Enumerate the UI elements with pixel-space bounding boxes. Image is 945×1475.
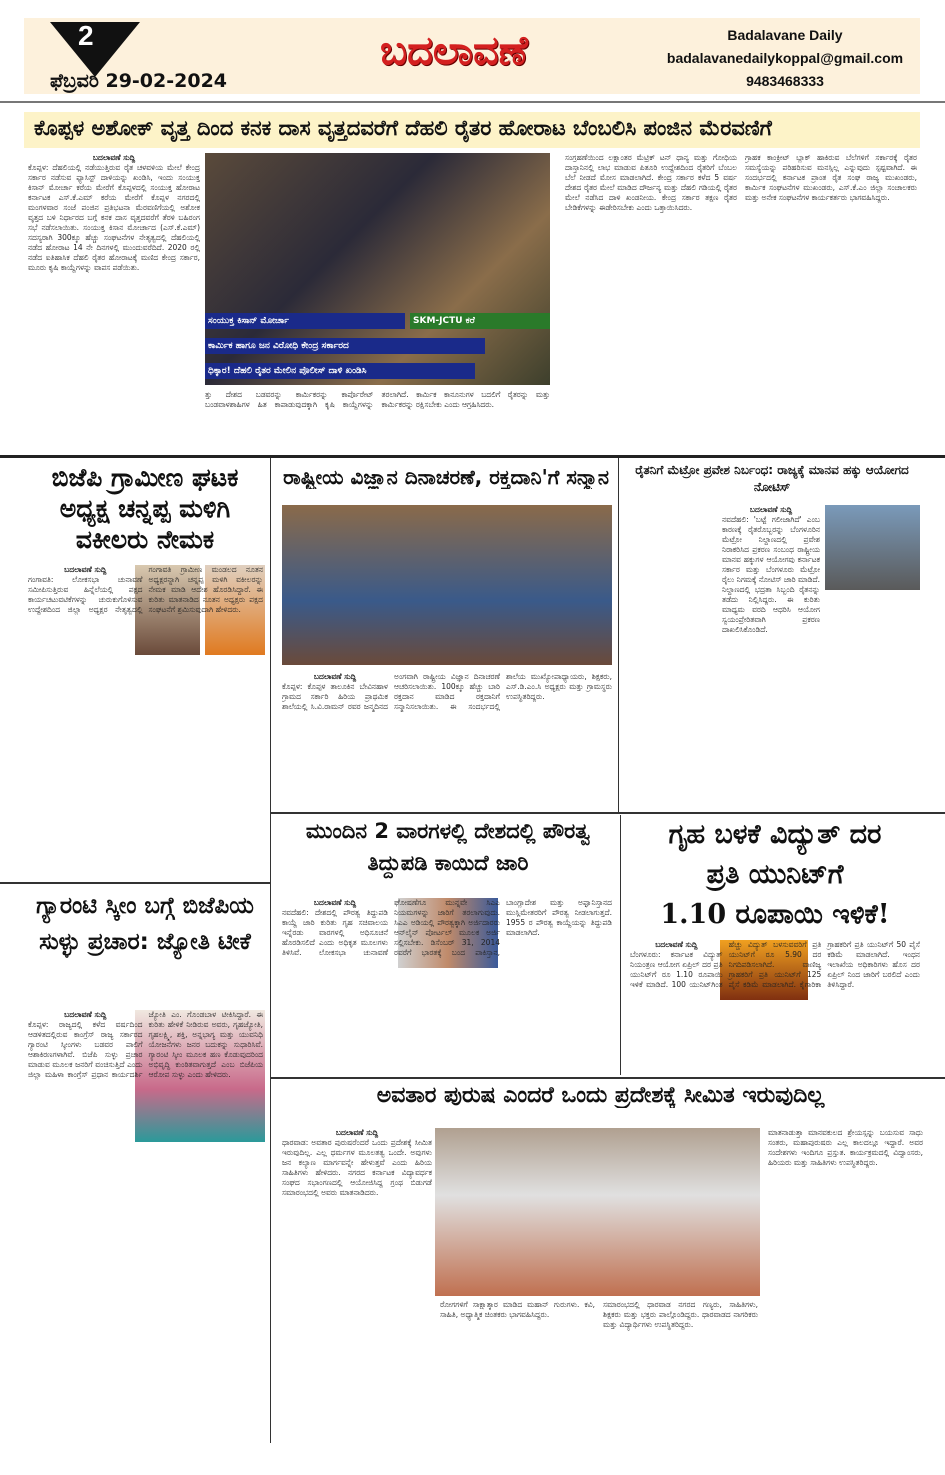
photo-science-day	[282, 505, 612, 665]
photo-book-release	[435, 1128, 760, 1296]
caa-headline: ಮುಂದಿನ 2 ವಾರಗಳಲ್ಲಿ ದೇಶದಲ್ಲಿ ಪೌರತ್ವ ತಿದ್ದುಪಡಿ ಕಾಯಿದೆ ಜಾರಿ	[305, 819, 591, 875]
lead-col-3: ಸಂಗ್ರಹಣೆಯಿಂದ ಲಕ್ಷಾಂತರ ಮೆಟ್ರಿಕ್ ಟನ್ ಧಾನ್ಯ ಮತ್ತು ಗೋಧಿಯ ದಾಸ್ತಾನಿನಲ್ಲಿ ಲಾಭ ಮಾಡುವ ಪಿತೂರಿ ಉದ್ದೇಶದಿಂದ ರೈತರಿಗೆ ಬೆಂಬಲ ಬೆಲೆ ನೀಡದೆ ಮೋಸ ಮಾಡಲಾಗಿದೆ. ಕೇಂದ್ರ ಸರ್ಕಾರ ಕಳೆದ 5 ವರ್ಷ ದೇಶದ ರೈತರ ಮೇಲೆ ಮಾಡಿದ ದೌರ್ಜನ್ಯ ಮತ್ತು ದೆಹಲಿ ಗಡಿಯಲ್ಲಿ ರೈತರ ಮೇಲೆ ನಡೆಸಿದ ದಾಳಿ ಖಂಡನೀಯ. ಕೇಂದ್ರ ಸರ್ಕಾರ ತಕ್ಷಣ ರೈತರ ಬೇಡಿಕೆಗಳನ್ನು ಈಡೇರಿಸಬೇಕು ಎಂದು ಒತ್ತಾಯಿಸಿದರು.	[565, 153, 737, 212]
lead-headline: ಕೊಪ್ಪಳ ಅಶೋಕ್ ವೃತ್ತ ದಿಂದ ಕನಕ ದಾಸ ವೃತ್ತದವರೆಗೆ ದೆಹಲಿ ರೈತರ ಹೋರಾಟ ಬೆಂಬಲಿಸಿ ಪಂಜಿನ ಮೆರವಣಿಗೆ	[24, 112, 920, 148]
metro-headline: ರೈತನಿಗೆ ಮೆಟ್ರೋ ಪ್ರವೇಶ ನಿರ್ಬಂಧ: ರಾಜ್ಯಕ್ಕೆ ಮಾನವ ಹಕ್ಕು ಆಯೋಗದ ನೋಟಿಸ್	[635, 463, 909, 494]
column-rule	[620, 815, 621, 1075]
divider	[0, 882, 270, 884]
divider	[270, 812, 945, 814]
guarantee-body: ಬದಲಾವಣೆ ಸುದ್ದಿ ಕೊಪ್ಪಳ: ರಾಜ್ಯದಲ್ಲಿ ಕಳೆದ ವರ್ಷದಿಂದ ಆಡಳಿತದಲ್ಲಿರುವ ಕಾಂಗ್ರೆಸ್ ರಾಜ್ಯ ಸರ್ಕಾರದ ಗ್ಯಾರಂಟಿ ಸ್ಕೀಂಗಳು ಬಡವರ ಪಾಲಿಗೆ ಆಶಾಕಿರಣಗಳಾಗಿವೆ. ಬಿಜೆಪಿ ಸುಳ್ಳು ಪ್ರಚಾರ ಮಾಡುವ ಮೂಲಕ ಜನರಿಗೆ ವಂಚಿಸುತ್ತಿದೆ ಎಂದು ಜಿಲ್ಲಾ ಮಹಿಳಾ ಕಾಂಗ್ರೆಸ್ ಪ್ರಧಾನ ಕಾರ್ಯದರ್ಶಿ ಜ್ಯೋತಿ ಎಂ. ಗೊಂಡಬಾಳ ಟೀಕಿಸಿದ್ದಾರೆ. ಈ ಕುರಿತು ಹೇಳಿಕೆ ನೀಡಿರುವ ಅವರು, ಗೃಹಜ್ಯೋತಿ, ಗೃಹಲಕ್ಷ್ಮಿ, ಶಕ್ತಿ, ಅನ್ನಭಾಗ್ಯ ಮತ್ತು ಯುವನಿಧಿ ಯೋಜನೆಗಳು ಜನರ ಬದುಕನ್ನು ಸುಧಾರಿಸಿವೆ. ಗ್ಯಾರಂಟಿ ಸ್ಕೀಂ ಮೂಲಕ ಹಣ ಕೊಡುವುದರಿಂದ ಅಭಿವೃದ್ಧಿ ಕುಂಠಿತವಾಗುತ್ತದೆ ಎಂಬ ಬಿಜೆಪಿಯ ಆರೋಪ ಸುಳ್ಳು ಎಂದು ಹೇಳಿದರು.	[28, 1010, 263, 1079]
avatar-col-1: ಬದಲಾವಣೆ ಸುದ್ದಿ ಧಾರವಾಡ: ಅವತಾರ ಪುರುಷರೆಂದರೆ ಒಂದು ಪ್ರದೇಶಕ್ಕೆ ಸೀಮಿತ ಇರುವುದಿಲ್ಲ. ಎಲ್ಲ ಧರ್ಮಗಳ ಮೂಲತತ್ವ ಒಂದೇ. ಅವುಗಳು ಜನ ಕಲ್ಯಾಣ ಮಾರ್ಗವನ್ನೇ ಹೇಳುತ್ತವೆ ಎಂದು ಹಿರಿಯ ಸಾಹಿತಿಗಳು ಹೇಳಿದರು. ನಗರದ ಕರ್ನಾಟಕ ವಿದ್ಯಾವರ್ಧಕ ಸಂಘದ ಸಭಾಂಗಣದಲ್ಲಿ ಆಯೋಜಿಸಿದ್ದ ಗ್ರಂಥ ಬಿಡುಗಡೆ ಸಮಾರಂಭದಲ್ಲಿ ಅವರು ಮಾತನಾಡಿದರು.	[282, 1128, 432, 1197]
issue-date: ಫೆಬ್ರವರಿ 29-02-2024	[50, 70, 228, 92]
avatar-col-2: ಸಮಾರಂಭದಲ್ಲಿ ಧಾರವಾಡ ನಗರದ ಗಣ್ಯರು, ಸಾಹಿತಿಗಳು, ಶಿಕ್ಷಕರು ಮತ್ತು ಭಕ್ತರು ಪಾಲ್ಗೊಂಡಿದ್ದರು. ಧಾರವಾಡದ ನಾಗರಿಕರು ಮತ್ತು ವಿದ್ಯಾರ್ಥಿಗಳು ಉಪಸ್ಥಿತರಿದ್ದರು.	[603, 1300, 758, 1329]
page-number: 2	[78, 20, 94, 51]
divider	[0, 455, 945, 458]
power-headline: ಗೃಹ ಬಳಕೆ ವಿದ್ಯುತ್ ದರ ಪ್ರತಿ ಯುನಿಟ್‌ಗೆ 1.10 ರೂಪಾಯಿ ಇಳಿಕೆ!	[660, 819, 890, 930]
divider	[270, 1077, 945, 1079]
column-rule	[270, 458, 271, 1443]
lead-col-1: ಬದಲಾವಣೆ ಸುದ್ದಿ ಕೊಪ್ಪಳ: ದೆಹಲಿಯಲ್ಲಿ ನಡೆಯುತ್ತಿರುವ ರೈತ ಚಳವಳಿಯ ಮೇಲೆ ಕೇಂದ್ರ ಸರ್ಕಾರ ನಡೆಸುವ ಫ್ಯಾಸಿಸ್ಟ್ ದಾಳಿಯನ್ನು ಖಂಡಿಸಿ, ಇಂದು ಸಂಯುಕ್ತ ಕಿಸಾನ್ ಮೋರ್ಚಾ ಕರೆಯ ಮೇರೆಗೆ ಕೊಪ್ಪಳದಲ್ಲಿ ಸಂಯುಕ್ತ ಹೋರಾಟ ಕರ್ನಾಟಕ ಎಸ್.ಕೆ.ಎಮ್ ಕರೆಯ ಮೇರೆಗೆ ಕೊಪ್ಪಳ ನಗರದಲ್ಲಿ ಮಂಗಳವಾರ ಸಂಜೆ ಪಂಜಿನ ಪ್ರತಿಭಟನಾ ಮೆರವಣಿಗೆಯಲ್ಲಿ ಅಶೋಕ ವೃತ್ತದ ಬಳಿ ನಿರ್ಧಾರದ ಬಗ್ಗೆ ಕನಕ ದಾಸ ವೃತ್ತದವರೆಗೆ ತೆರಳಿ ಬಹಿರಂಗ ಸಭೆ ನಡೆಸಲಾಯಿತು. ಸಂಯುಕ್ತ ಕಿಸಾನ ಮೋರ್ಚಾದ (ಎಸ್.ಕೆ.ಎಮ್) ಸದಸ್ಯರಾಗಿ 300ಕ್ಕೂ ಹೆಚ್ಚು ಸಂಘಟನೆಗಳ ನೇತೃತ್ವದಲ್ಲಿ ದೆಹಲಿಯಲ್ಲಿ ನಡೆದ ಹೋರಾಟ 14 ನೇ ದಿನಗಳಲ್ಲಿ ಮುಂದುವರೆದಿದೆ. 2020 ರಲ್ಲಿ ನಡೆದ ಐತಿಹಾಸಿಕ ದೆಹಲಿ ರೈತರ ಹೋರಾಟಕ್ಕೆ ಮಣಿದ ಕೇಂದ್ರ ಸರ್ಕಾರ, ಮೂರು ಕೃಷಿ ಕಾಯ್ದೆಗಳನ್ನು ವಾಪಸ ಪಡೆಯಿತು.	[28, 153, 200, 272]
avatar-headline: ಅವತಾರ ಪುರುಷ ಎಂದರೆ ಒಂದು ಪ್ರದೇಶಕ್ಕೆ ಸೀಮಿತ ಇರುವುದಿಲ್ಲ	[376, 1083, 825, 1108]
photo-metro	[825, 505, 920, 590]
paper-name: Badalavane Daily	[727, 27, 843, 43]
avatar-caption: ರೋಗಗಳಿಗೆ ಸಾಕ್ಷಾತ್ಕಾರ ಮಾಡಿದ ಮಹಾನ್ ಗುರುಗಳು. ಕವಿ, ಸಾಹಿತಿ, ಅಧ್ಯಾತ್ಮಿಕ ಚಿಂತಕರು ಭಾಗವಹಿಸಿದ್ದರು.	[440, 1300, 595, 1319]
masthead-logo: ಬದಲಾವಣೆ	[380, 28, 528, 74]
bjp-body: ಬದಲಾವಣೆ ಸುದ್ದಿ ಗಂಗಾವತಿ: ಲೋಕಸಭಾ ಚುನಾವಣೆ ಸಮೀಪಿಸುತ್ತಿರುವ ಹಿನ್ನೆಲೆಯಲ್ಲಿ ಪಕ್ಷದ ಕಾರ್ಯಚಟುವಟಿಕೆಗಳನ್ನು ಚುರುಕುಗೊಳಿಸುವ ಉದ್ದೇಶದಿಂದ ಜಿಲ್ಲಾ ಅಧ್ಯಕ್ಷರ ನೇತೃತ್ವದಲ್ಲಿ ಗಂಗಾವತಿ ಗ್ರಾಮೀಣ ಮಂಡಲದ ನೂತನ ಅಧ್ಯಕ್ಷರನ್ನಾಗಿ ಚನ್ನಪ್ಪ ಮಳಿಗಿ ವಕೀಲರನ್ನು ನೇಮಕ ಮಾಡಿ ಆದೇಶ ಹೊರಡಿಸಿದ್ದಾರೆ. ಈ ಕುರಿತು ಮಾತನಾಡಿದ ನೂತನ ಅಧ್ಯಕ್ಷರು ಪಕ್ಷದ ಸಂಘಟನೆಗೆ ಶ್ರಮಿಸುವುದಾಗಿ ಹೇಳಿದರು.	[28, 565, 263, 614]
power-body: ಬದಲಾವಣೆ ಸುದ್ದಿ ಬೆಂಗಳೂರು: ಕರ್ನಾಟಕ ವಿದ್ಯುತ್ ನಿಯಂತ್ರಣ ಆಯೋಗ ಏಪ್ರಿಲ್ ದರ ಪ್ರತಿ ಯುನಿಟ್‌ಗೆ ರೂ 1.10 ರೂಪಾಯಿ ಇಳಿಕೆ ಮಾಡಿದೆ. 100 ಯುನಿಟ್‌ಗಿಂತ ಹೆಚ್ಚು ವಿದ್ಯುತ್ ಬಳಸುವವರಿಗೆ ಪ್ರತಿ ಯುನಿಟ್‌ಗೆ ರೂ 5.90 ದರ ನಿಗದಿಪಡಿಸಲಾಗಿದೆ. ವಾಣಿಜ್ಯ ಗ್ರಾಹಕರಿಗೆ ಪ್ರತಿ ಯುನಿಟ್‌ಗೆ 125 ಪೈಸೆ ಕಡಿಮೆ ಮಾಡಲಾಗಿದೆ. ಕೈಗಾರಿಕಾ ಗ್ರಾಹಕರಿಗೆ ಪ್ರತಿ ಯುನಿಟ್‌ಗೆ 50 ಪೈಸೆ ಕಡಿಮೆ ಮಾಡಲಾಗಿದೆ. ಇಂಧನ ಇಲಾಖೆಯ ಅಧಿಕಾರಿಗಳು ಹೊಸ ದರ ಏಪ್ರಿಲ್ ನಿಂದ ಜಾರಿಗೆ ಬರಲಿದೆ ಎಂದು ತಿಳಿಸಿದ್ದಾರೆ.	[630, 940, 920, 989]
avatar-col-3: ಮಾತನಾಡುತ್ತಾ ಮಾನವಕುಲದ ಶ್ರೇಯಸ್ಸನ್ನು ಬಯಸುವ ಸಾಧು ಸಂತರು, ಮಹಾಪುರುಷರು ಎಲ್ಲ ಕಾಲದಲ್ಲೂ ಇದ್ದಾರೆ. ಅವರ ಸಂದೇಶಗಳು ಇಂದಿಗೂ ಪ್ರಸ್ತುತ. ಕಾರ್ಯಕ್ರಮದಲ್ಲಿ ವಿದ್ವಾಂಸರು, ಹಿರಿಯರು ಮತ್ತು ಸಾಹಿತಿಗಳು ಉಪಸ್ಥಿತರಿದ್ದರು.	[768, 1128, 923, 1167]
column-rule	[618, 458, 619, 813]
divider	[0, 101, 945, 103]
page-number-triangle	[50, 22, 140, 77]
lead-photo-torch-rally: ಸಂಯುಕ್ತ ಕಿಸಾನ್ ಮೋರ್ಚಾ SKM-JCTU ಕರೆ ಕಾರ್ಮಿಕ ಹಾಗೂ ಜನ ವಿರೋಧಿ ಕೇಂದ್ರ ಸರ್ಕಾರದ ಧಿಕ್ಕಾರ! ದೆಹಲಿ ರೈತರ ಮೇಲಿನ ಪೊಲೀಸ್ ದಾಳಿ ಖಂಡಿಸಿ	[205, 153, 550, 385]
contact-block	[650, 24, 920, 93]
bjp-headline: ಬಿಜೆಪಿ ಗ್ರಾಮೀಣ ಘಟಕ ಅಧ್ಯಕ್ಷ ಚನ್ನಪ್ಪ ಮಳಿಗಿ ವಕೀಲರು ನೇಮಕ	[51, 463, 239, 554]
guarantee-headline: ಗ್ಯಾರಂಟಿ ಸ್ಕೀಂ ಬಗ್ಗೆ ಬಿಜೆಪಿಯ ಸುಳ್ಳು ಪ್ರಚಾರ: ಜ್ಯೋತಿ ಟೀಕೆ	[36, 893, 254, 955]
email: badalavanedailykoppal@gmail.com	[666, 50, 904, 66]
science-headline: ರಾಷ್ಟ್ರೀಯ ವಿಜ್ಞಾನ ದಿನಾಚರಣೆ, ರಕ್ತದಾನಿ'ಗೆ ಸನ್ಮಾನ	[283, 465, 609, 489]
caa-body: ಬದಲಾವಣೆ ಸುದ್ದಿ ನವದೆಹಲಿ: ದೇಶದಲ್ಲಿ ಪೌರತ್ವ ತಿದ್ದುಪಡಿ ಕಾಯ್ದೆ ಜಾರಿ ಕುರಿತು ಗೃಹ ಸಚಿವಾಲಯ ಇನ್ನೆರಡು ವಾರಗಳಲ್ಲಿ ಅಧಿಸೂಚನೆ ಹೊರಡಿಸಲಿದೆ ಎಂದು ಅಧಿಕೃತ ಮೂಲಗಳು ತಿಳಿಸಿವೆ. ಲೋಕಸಭಾ ಚುನಾವಣೆ ಘೋಷಣೆಗೂ ಮುನ್ನವೇ ಸಿಎಎ ನಿಯಮಗಳನ್ನು ಜಾರಿಗೆ ತರಲಾಗುವುದು. ಸಿಎಎ ಅಡಿಯಲ್ಲಿ ಪೌರತ್ವಕ್ಕಾಗಿ ಅರ್ಜಿದಾರರು ಆನ್‌ಲೈನ್ ಪೋರ್ಟಲ್ ಮೂಲಕ ಅರ್ಜಿ ಸಲ್ಲಿಸಬೇಕು. ಡಿಸೆಂಬರ್ 31, 2014 ರವರೆಗೆ ಭಾರತಕ್ಕೆ ಬಂದ ಪಾಕಿಸ್ತಾನ, ಬಾಂಗ್ಲಾದೇಶ ಮತ್ತು ಅಫ್ಘಾನಿಸ್ತಾನದ ಮುಸ್ಲಿಮೇತರರಿಗೆ ಪೌರತ್ವ ನೀಡಲಾಗುತ್ತದೆ. 1955 ರ ಪೌರತ್ವ ಕಾಯ್ದೆಯನ್ನು ತಿದ್ದುಪಡಿ ಮಾಡಲಾಗಿದೆ.	[282, 898, 612, 957]
metro-body: ಬದಲಾವಣೆ ಸುದ್ದಿ ನವದೆಹಲಿ: 'ಬಟ್ಟೆ ಗಲೀಜಾಗಿದೆ' ಎಂಬ ಕಾರಣಕ್ಕೆ ರೈತರೊಬ್ಬರನ್ನು ಬೆಂಗಳೂರಿನ ಮೆಟ್ರೋ ನಿಲ್ದಾಣದಲ್ಲಿ ಪ್ರವೇಶ ನಿರಾಕರಿಸಿದ ಪ್ರಕರಣ ಸಂಬಂಧ ರಾಷ್ಟ್ರೀಯ ಮಾನವ ಹಕ್ಕುಗಳ ಆಯೋಗವು ಕರ್ನಾಟಕ ಸರ್ಕಾರ ಮತ್ತು ಬೆಂಗಳೂರು ಮೆಟ್ರೋ ರೈಲು ನಿಗಮಕ್ಕೆ ನೋಟಿಸ್ ಜಾರಿ ಮಾಡಿದೆ. ನಿಲ್ದಾಣದಲ್ಲಿ ಭದ್ರತಾ ಸಿಬ್ಬಂದಿ ರೈತನನ್ನು ತಡೆದು ನಿಲ್ಲಿಸಿದ್ದರು. ಈ ಕುರಿತು ಮಾಧ್ಯಮ ವರದಿ ಆಧರಿಸಿ ಆಯೋಗ ಸ್ವಯಂಪ್ರೇರಿತವಾಗಿ ಪ್ರಕರಣ ದಾಖಲಿಸಿಕೊಂಡಿದೆ.	[722, 505, 820, 634]
phone: 9483468333	[746, 73, 824, 89]
lead-photo-caption: ತ್ತು ದೇಶದ ಬಡವರನ್ನು ಕಾರ್ಮಿಕರನ್ನು ಕಾರ್ಪೊರೇಟ್ ಬಂಡವಾಳಶಾಹಿಗಳ ಹಿತ ಕಾಪಾಡುವುದಕ್ಕಾಗಿ ಕೃಷಿ ಕಾಯ್ದೆಗಳನ್ನು ತರಲಾಗಿದೆ. ಕಾರ್ಮಿಕ ಕಾನೂನುಗಳ ಬದಲಿಗೆ ರೈತರನ್ನು ಮತ್ತು ಕಾರ್ಮಿಕರನ್ನು ರಕ್ಷಿಸಬೇಕು ಎಂದು ಆಗ್ರಹಿಸಿದರು.	[205, 390, 550, 409]
lead-col-4: ಗ್ರಾಹಕ ಕಾಂಕ್ರೀಟ್ ಬ್ಲಾಕ್ ಹಾಕಿರುವ ಬೆಲೆಗಳಿಗೆ ಸರ್ಕಾರಕ್ಕೆ ರೈತರ ಸಮಸ್ಯೆಯನ್ನು ಪರಿಹರಿಸುವ ಮನಸ್ಸಿಲ್ಲ ಎನ್ನುವುದು ಸ್ಪಷ್ಟವಾಗಿದೆ. ಈ ಸಂದರ್ಭದಲ್ಲಿ ಕರ್ನಾಟಕ ಪ್ರಾಂತ ರೈತ ಸಂಘ ರಾಜ್ಯ ಮುಖಂಡರು, ಕಾರ್ಮಿಕ ಸಂಘಟನೆಗಳ ಮುಖಂಡರು, ಎಸ್.ಕೆ.ಎಂ ಜಿಲ್ಲಾ ಸಂಚಾಲಕರು ಮತ್ತು ಅನೇಕ ಸಂಘಟನೆಗಳ ಕಾರ್ಯಕರ್ತರು ಭಾಗವಹಿಸಿದ್ದರು.	[745, 153, 917, 202]
science-body: ಬದಲಾವಣೆ ಸುದ್ದಿ ಕೊಪ್ಪಳ: ಕೊಪ್ಪಳ ತಾಲೂಕಿನ ಬೇವಿನಹಾಳ ಗ್ರಾಮದ ಸರ್ಕಾರಿ ಹಿರಿಯ ಪ್ರಾಥಮಿಕ ಶಾಲೆಯಲ್ಲಿ ಸಿ.ವಿ.ರಾಮನ್ ರವರ ಜನ್ಮದಿನದ ಅಂಗವಾಗಿ ರಾಷ್ಟ್ರೀಯ ವಿಜ್ಞಾನ ದಿನಾಚರಣೆ ಆಚರಿಸಲಾಯಿತು. 100ಕ್ಕೂ ಹೆಚ್ಚು ಬಾರಿ ರಕ್ತದಾನ ಮಾಡಿದ ರಕ್ತದಾನಿಗೆ ಸನ್ಮಾನಿಸಲಾಯಿತು. ಈ ಸಂದರ್ಭದಲ್ಲಿ ಶಾಲೆಯ ಮುಖ್ಯೋಪಾಧ್ಯಾಯರು, ಶಿಕ್ಷಕರು, ಎಸ್.ಡಿ.ಎಂ.ಸಿ ಅಧ್ಯಕ್ಷರು ಮತ್ತು ಗ್ರಾಮಸ್ಥರು ಉಪಸ್ಥಿತರಿದ್ದರು.	[282, 672, 612, 711]
